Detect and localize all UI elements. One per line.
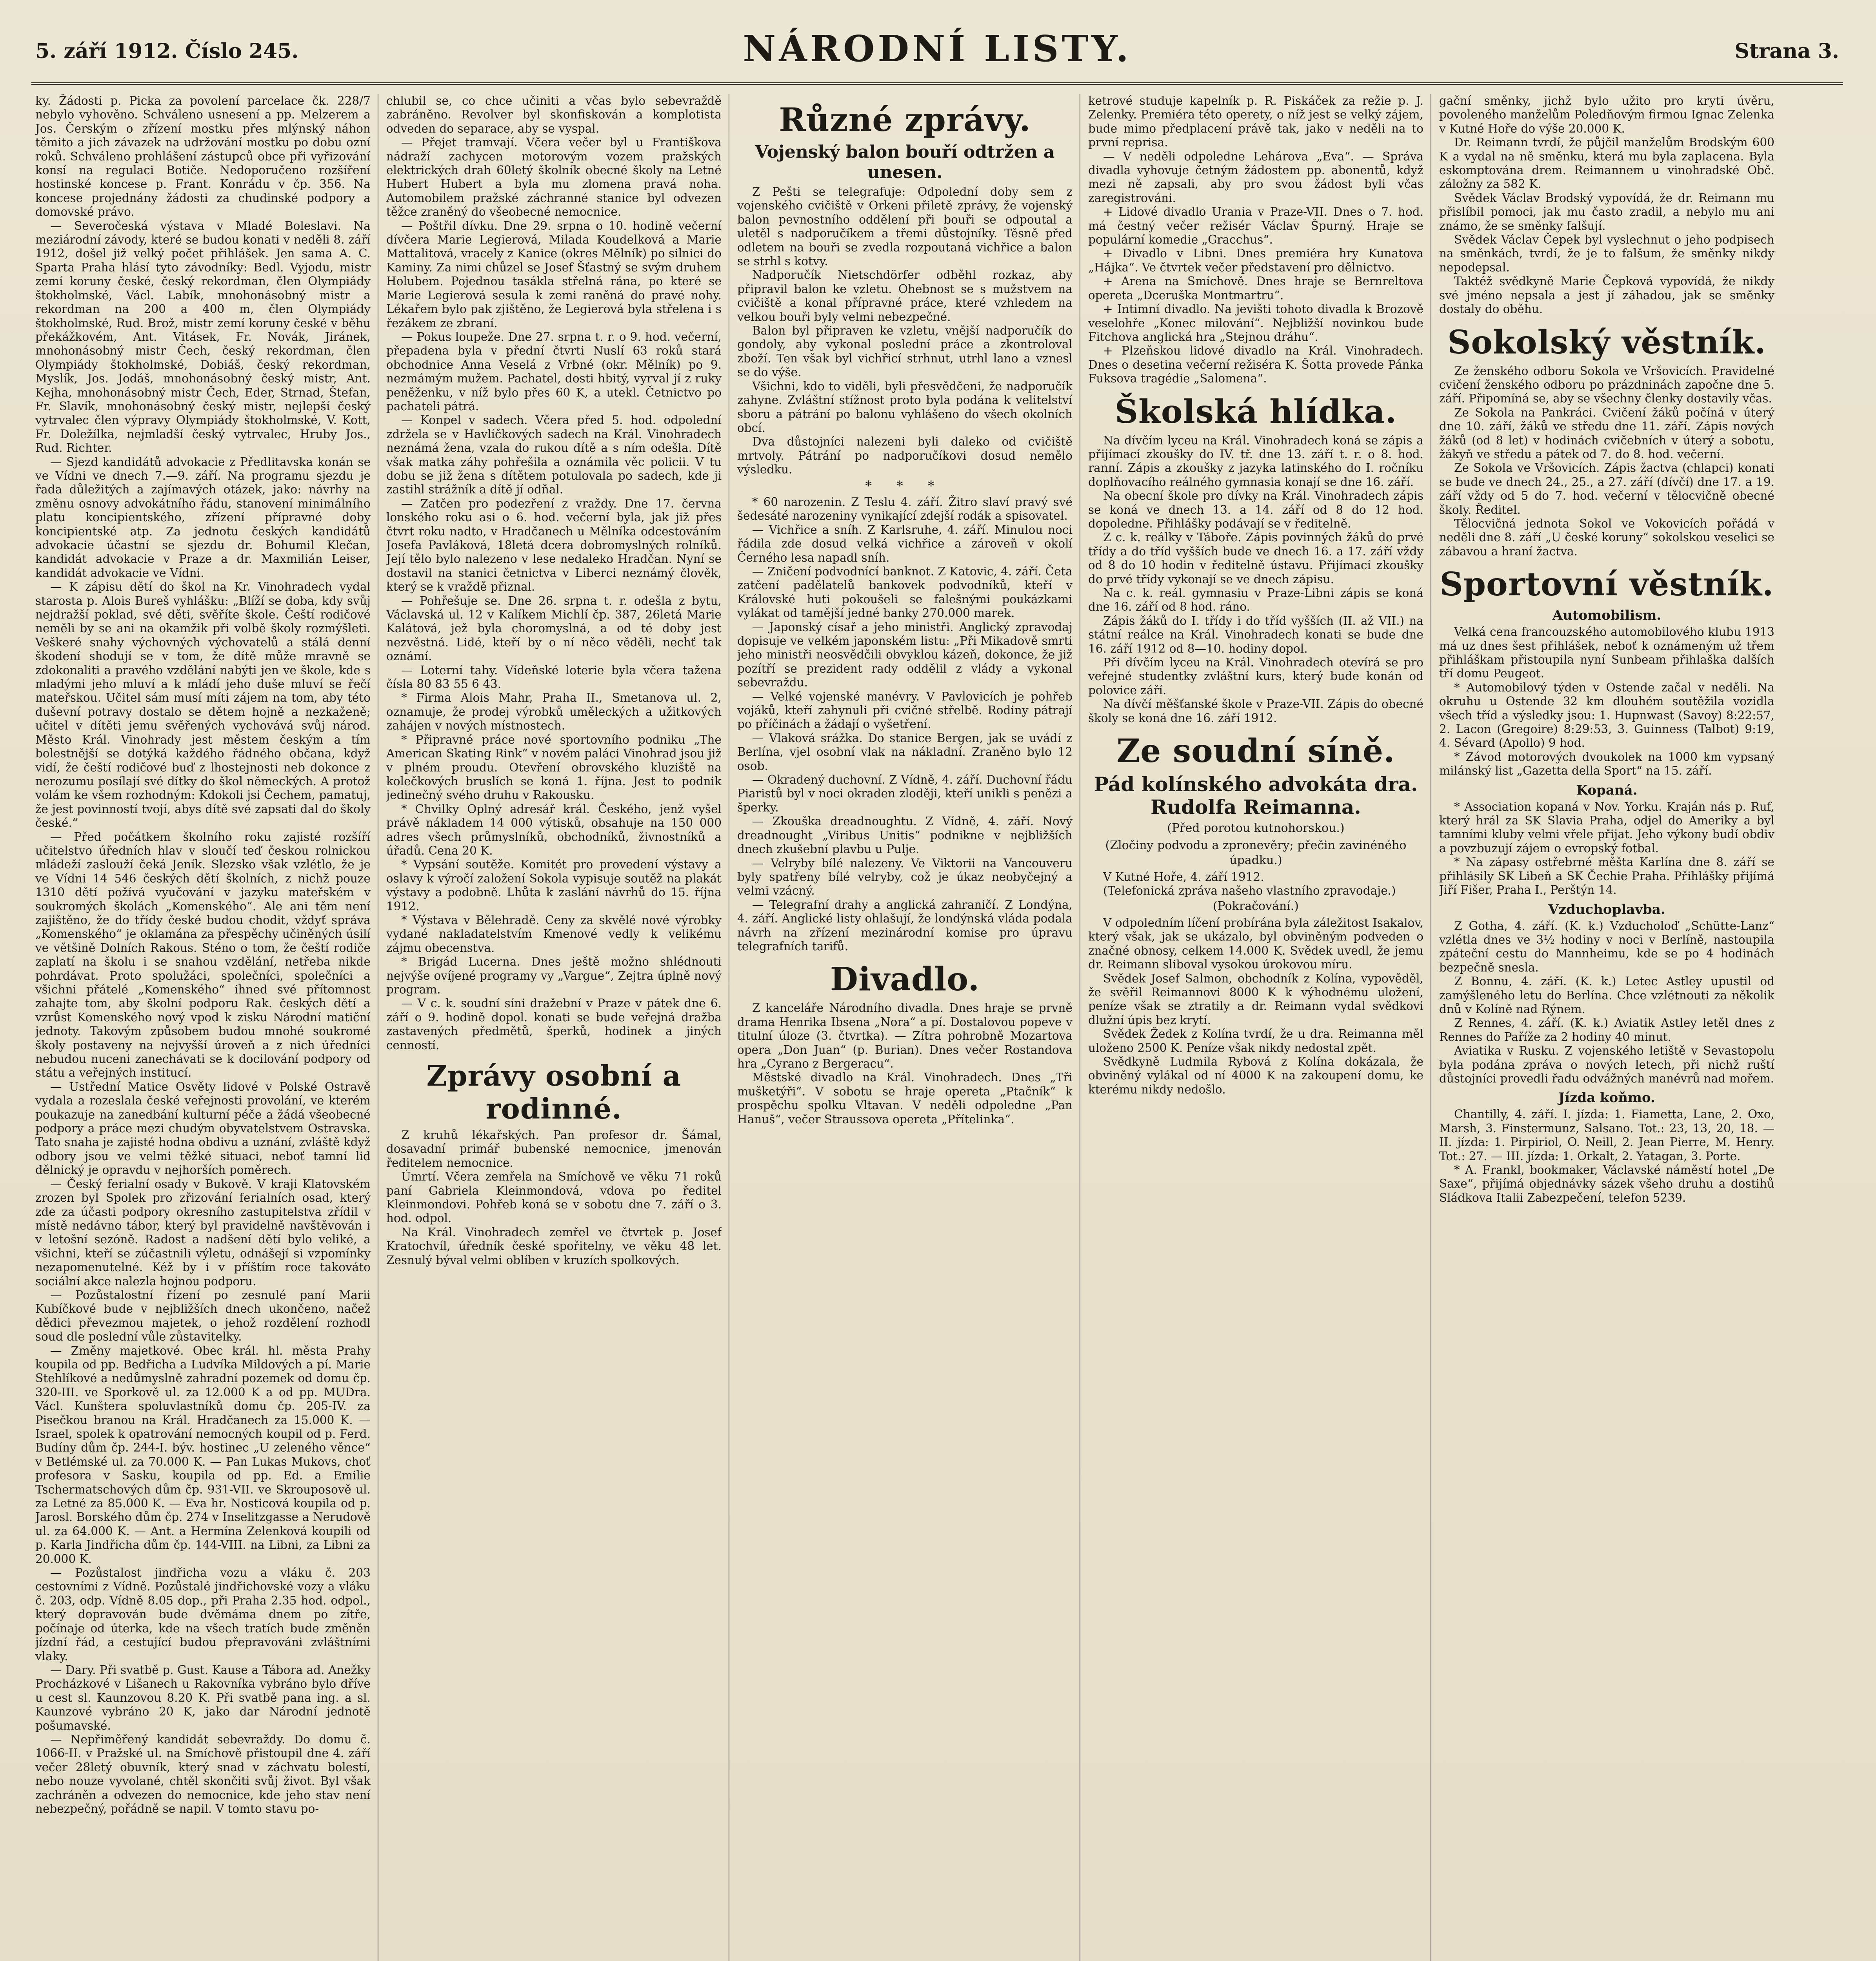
- notice-competition: * Vypsání soutěže. Komitét pro provedení výstavy a oslavy k výročí založení Sokola vypisuje soutěž na plakát výstavy a podobně. Lhůta k zaslání návrhů do 15. října 1912.: [386, 858, 722, 913]
- article-sports-exhibition: — Severočeská výstava v Mladé Boleslavi. Na meziárodní závody, které se budou konati v neděli 8. září 1912, došel již velký počet přihlášek. Jen sama A. C. Sparta Praha hlásí tyto závodníky: Bedl. Vyjodu, mistr zemí koruny české, český rekordman, člen Olympiády štokholmské, Václ. Labík, mnohonásobný mistr a rekordman na 200 a 400 m, člen Olympiády štokholmské, Rud. Brož, mistr zemí koruny české v běhu překážkovém, Ant. Vitásek, Fr. Novák, Jiránek, mnohonásobný mistr Čech, český rekordman, člen Olympiády štokholmské, Dobiáš, český rekordman, Myslík, Jos. Jodáš, mnohonásobný český mistr, Ant. Kejha, mnohonásobný mistr Čech, Eder, Strnad, Štefan, Fr. Slavík, mnohonásobný český mistr, nejlepší český vytrvalec člen výpravy Olympiády štokholmské, V. Kott, Fr. Doležílka, nejmladší český vytrvalec, Hruby Jos., Rud. Richter.: [35, 219, 371, 455]
- dateline: V Kutné Hoře, 4. září 1912.: [1103, 870, 1264, 884]
- subhead-jury: (Před porotou kutnohorskou.): [1167, 821, 1345, 835]
- headline-balloon: Vojenský balon bouří odtržen a unesen.: [755, 142, 1055, 182]
- school-liben: Na c. k. reál. gymnasiu v Praze-Libni zápis se koná dne 16. září od 8 hod. ráno.: [1088, 586, 1423, 614]
- theatre-liben: + Divadlo v Libni. Dnes premiéra hry Kunatova „Hájka“. Ve čtvrtek večer představení pro dělnictvo.: [1088, 247, 1423, 274]
- article-maneuvers: — Velké vojenské manévry. V Pavlovicích je pohřeb vojáků, kteří zahynuli při cvičné střelbě. Rodiny pátrají po příčinách a žádají o vyšetření.: [737, 689, 1073, 731]
- subhead-automobilism: Automobilism.: [1552, 608, 1661, 624]
- court-4: Svědkyně Ludmila Rybová z Kolína dokázala, že obviněný vylákal od ní 4000 K na zakoupení domu, ke kterému nikdy nedošlo.: [1088, 1055, 1423, 1096]
- article-robbed-priest: — Okradený duchovní. Z Vídně, 4. září. Duchovní řádu Piaristů byl v noci okraden zloději, kteří unikli s penězi a šperky.: [737, 773, 1073, 814]
- court-1: V odpoledním líčení probírána byla záležitost Isakalov, který však, jak se ukázalo, byl obviněným podveden o značné obnosy, celkem 14.000 K. Svědek uvedl, že jemu dr. Reimann sliboval vysokou úrokovou míru.: [1088, 916, 1423, 971]
- notice-mahr: * Firma Alois Mahr, Praha II., Smetanova ul. 2, oznamuje, že prodej výrobků uměleckých a užitkových zahájen v nových místnostech.: [386, 691, 722, 733]
- article-text: ketrové studuje kapelník p. R. Piskáček za režie p. J. Zelenky. Premiéra této operety, o níž jest se velký zájem, bude mimo předplacení právě tak, jako v neděli na to první reprisa.: [1088, 94, 1423, 149]
- school-realka: Zápis žáků do I. třídy i do tříd vyšších (II. až VII.) na státní reálce na Král. Vinohradech konati se bude dne 16. září 1912 od 8—10. hodiny dopol.: [1088, 614, 1423, 655]
- article-park: — Konpel v sadech. Včera před 5. hod. odpolední zdržela se v Havlíčkových sadech na Král. Vinohradech neznámá žena, vzala do rukou dítě a s ním odešla. Dítě však matka záhy pohřešila a oznámila věc policii. V tu dobu se již žena s dítětem potulovala po sadech, kde ji zastihl strážník a dítě jí odňal.: [386, 413, 722, 497]
- article-lottery: — Loterní tahy. Vídeňské loterie byla včera tažena čísla 80 83 55 6 43.: [386, 663, 722, 691]
- masthead: [31, 16, 1843, 85]
- article-lawyers-congress: — Sjezd kandidátů advokacie z Předlitavska konán se ve Vídni ve dnech 7.—9. září. Na programu sjezdu je řada důležitých a zajímavých otázek, jako: návrhy na změnu osnovy advokátního řádu, stanovení minimálního platu koncipientského, zřízení přípravné doby koncipientské atp. Za jednotu českých kandidátů advokacie účastní se sjezdu dr. Bohumil Klečan, kandidát advokacie v Praze a dr. Maxmilián Leiser, kandidát advokacie ve Vídni.: [35, 455, 371, 580]
- article-balloon-5: Dva důstojníci nalezeni byli daleko od cvičiště mrtvoly. Pátrání po nadporučíkovi dosud nemělo výsledku.: [737, 435, 1073, 477]
- school-tabor: Z c. k. reálky v Táboře. Zápis povinných žáků do prvé třídy a do tříd vyšších bude ve dnech 16. a 17. září vždy od 8 do 10 hodin v ředitelně ústavu. Přijímací zkoušky do prvé třídy vykonají se ve dnech zápisu.: [1088, 531, 1423, 586]
- section-title-personal-news: Zprávy osobní a rodinné.: [426, 1059, 682, 1126]
- article-text: chlubil se, co chce učiniti a včas bylo sebevraždě zabráněno. Revolver byl skonfiskován a komplotista odveden do separace, aby se vyspal.: [386, 94, 722, 135]
- sokol-vrsovice: Ze Sokola ve Vršovicích. Zápis žactva (chlapci) konati se bude ve dnech 24., 25., a 27. září (dívčí) dne 17. a 19. září vždy od 5 do 7. hod. večerní v tělocvičně obecné školy. Ředitel.: [1439, 461, 1774, 517]
- column-3: [737, 94, 1073, 1961]
- issue-date: 5. září 1912. Číslo 245.: [35, 39, 299, 63]
- theatre-municipal: Městské divadlo na Král. Vinohradech. Dnes „Tři mušketýři“. V sobotu se hraje opereta „Ptačník“ k prospěchu spolku Vltavan. V neděli odpoledne „Pan Hanuš“, večer Straussova opereta „Přítelinka“.: [737, 1071, 1073, 1126]
- personal-doctors: Z kruhů lékařských. Pan profesor dr. Šámal, dosavadní primář bubenské nemocnice, jmenován ředitelem nemocnice.: [386, 1128, 722, 1170]
- column-5: [1439, 94, 1774, 1961]
- column-1: [35, 94, 371, 1961]
- section-title-sokol: Sokolský věstník.: [1447, 323, 1766, 361]
- section-title-various-news: Různé zprávy.: [779, 101, 1031, 139]
- separator-stars: * * *: [865, 478, 945, 494]
- section-title-sport: Sportovní věstník.: [1440, 566, 1774, 604]
- theatre-national: Z kanceláře Národního divadla. Dnes hraje se prvně drama Henrika Ibsena „Nora“ a pí. Dostalovou popeve v titulní úloze (3. čtvrtka). — Zítra pohrobně Mozartova opera „Don Juan“ (p. Burian). Dnes večer Rostandova hra „Cyrano z Bergeracu“.: [737, 1001, 1073, 1070]
- article-text: gační směnky, jichž bylo užito pro kryti úvěru, povoleného manželům Poledňovým firmou Ignac Zelenka v Kutné Hoře do výše 20.000 K.: [1439, 94, 1774, 135]
- article-tram: — Přejet tramvají. Včera večer byl u Františkova nádraží zachycen motorovým vozem pražských elektrických drah 60letý školník obecné školy na Letné Hubert Hubert a byla mu zlomena pravá noha. Automobilem pražské záchranné stanice byl odvezen těžce zraněný do všeobecné nemocnice.: [386, 136, 722, 219]
- court-telephone: (Telefonická zpráva našeho vlastního zpravodaje.): [1103, 884, 1396, 898]
- article-holiday-camps: — Český ferialní osady v Bukově. V kraji Klatovském zrozen byl Spolek pro zřizování ferialních osad, který zde za účasti podpory okresního zastupitelstva zřídil v místě nedávno tábor, který byl pravidelně navštěvován i v letošní sezóně. Radost a nadšení dětí bylo veliké, a všichni, kteří se zúčastnili výletu, odnášejí si vzpomínky nezapomenutelné. Kéž by i v příštím roce takováto sociální akce nalezla hojnou podporu.: [35, 1177, 371, 1288]
- sport-ostende: * Automobilový týden v Ostende začal v neděli. Na okruhu u Ostende 32 km dlouhém soutěžila vozidla všech tříd a výsledky jsou: 1. Hupnwast (Savoy) 8:22:57, 2. Lacon (Gregoire) 8:29:53, 3. Guinness (Talbot) 9:19, 4. Sévard (Apollo) 9 hod.: [1439, 680, 1774, 750]
- court-5: Dr. Reimann tvrdí, že půjčil manželům Brodským 600 K a vydal na ně směnku, která mu byla zaplacena. Byla eskomptována drem. Reimannem u vinohradské Obč. záložny za 582 K.: [1439, 136, 1774, 191]
- school-girls: Na obecní škole pro dívky na Král. Vinohradech zápis se koná ve dnech 13. a 14. září od 8 do 12 hod. dopoledne. Přihlášky podávají se v ředitelně.: [1088, 489, 1423, 530]
- column-4: [1088, 94, 1423, 1961]
- court-6: Svědek Václav Brodský vypovídá, že dr. Reimann mu přislíbil pomoci, jak mu často zradil, a nebylo mu ani známo, že se směnky falšují.: [1439, 191, 1774, 233]
- theatre-plzen: + Plzeňskou lidové divadlo na Král. Vinohradech. Dnes o desetina večerní režiséra K. Šotta provede Pánka Fuksova tragédie „Salomena“.: [1088, 344, 1423, 386]
- article-telegraph: — Telegrafní drahy a anglická zahraničí. Z Londýna, 4. září. Anglické listy ohlašují, že londýnská vláda podala návrh na zřízení mezinárodní komise pro úpravu telegrafních tarifů.: [737, 898, 1073, 953]
- theatre-urania: + Lidové divadlo Urania v Praze-VII. Dnes o 7. hod. má čestný večer režisér Václav Špurný. Hraje se populární komedie „Gracchus“.: [1088, 205, 1423, 247]
- subhead-football: Kopaná.: [1576, 782, 1638, 798]
- subhead-horse-racing: Jízda koňmo.: [1558, 1090, 1655, 1106]
- article-school-enrollment: — K zápisu dětí do škol na Kr. Vinohradech vydal starosta p. Alois Bureš vyhlášku: „Blíží se doba, kdy svůj nejdražší poklad, své děti, svěříte škole. Čeští rodičové neměli by se ani na okamžik při volbě školy rozmýšleti. Veškeré snahy výchovných výchovatelů a stálá denní škodení shodují se v tom, že dítě může mravně se zdokonaliti a pravého vzdělání nabýti jen ve škole, kde s mladými jeho mluví a k mládí jeho duše mluví se řečí mateřskou. Učitel sám musí míti zájem na tom, aby této duševní potravy dostalo se dětem hojně a nezkaženě; učitel v dítěti jemu svěřených vychovává svůj národ. Město Král. Vinohrady jest městem českým a tím bolestnější se dotýká každého řádného občana, když vidí, že čeští rodičové buď z lhostejnosti neb dokonce z nerozumu posílají své dítky do škol německých. A protož volám ke všem rozhodným: Kdokoli jsi Čechem, pamatuj, že jest povinností tvojí, abys dítě své zapsati dal do školy české.“: [35, 580, 371, 830]
- sport-russia: Aviatika v Rusku. Z vojenského letiště v Sevastopolu byla podána zpráva o nových letech, při nichž ruští důstojníci provedli řadu odvážných manévrů nad mořem.: [1439, 1044, 1774, 1085]
- section-title-court: Ze soudní síně.: [1116, 732, 1395, 770]
- article-train: — Pozůstalost jindřicha vozu a vláku č. 203 cestovními z Vídně. Pozůstalé jindřichovské vozy a vláku č. 203, odp. Vídně 8.05 dop., při Praha 2.35 hod. odpol., který dopravován bude dvěmáma dnem po zítře, počínaje od úterka, kde na všech tratích bude změněn jízdní řád, a cestující budou přepravováni zvláštními vlaky.: [35, 1566, 371, 1663]
- sport-karlin: * Na zápasy ostřebrné měšta Karlína dne 8. září se přihlásily SK Libeň a SK Čechie Praha. Přihlášky přijímá Jiří Fišer, Praha I., Perštýn 14.: [1439, 855, 1774, 897]
- article-vienna-schools: — Před počátkem školního roku zajisté rozšíří učitelstvo úředních hlav v sloučí teď českou rolnickou mládeží zaslouží čeká Jeník. Slezsko však vzlétlo, že je ve Vídni 14 546 českých dětí školních, z nichž pouze 1310 dětí požívá vyučování v jazyku mateřském v soukromých školách „Komenského“. Ale ani těm není zajištěno, že do třídy české budou chodit, vždyť správa „Komenského“ je oklamána za přespěchy učiněných úsilí ve většině Dolních Rakous. Sténo o tom, že čeští rodiče zaplatí na školu i se snahou vzdělání, netřeba nikde pohrdávat. Proto spolužáci, společníci, společníci a všichni přátelé „Komenského“ ihned své přítomnost zahajte tom, aby školní podporu Rak. českých dětí a vzrůst Komenského nový vpod k zisku Národní matiční jednoty. Takovým způsobem budou mnohé soukromé školy postaveny na nejvyšší úroveň a z nich úředníci nebudou nuceni zanechávati se k docilování podpory od státu a veřejných institucí.: [35, 830, 371, 1080]
- theatre-intimate: + Intimní divadlo. Na jevišti tohoto divadla k Brozově veselohře „Konec milování“. Nejbližší novinkou bude Fitchova anglická hra „Stejnou dráhu“.: [1088, 302, 1423, 344]
- newspaper-title: NÁRODNÍ LISTY.: [743, 27, 1132, 70]
- column-2: [386, 94, 722, 1961]
- article-japan: — Japonský císař a jeho ministři. Anglický zpravodaj dopisuje ve velkém japonském listu: „Při Mikadově smrti jeho ministři neosvědčili obvyklou kázeň, dokonce, že již pozítří se prezident rady oddělil z vlády a vykonal sebevraždu.: [737, 620, 1073, 689]
- notice-directory: * Chvilky Oplný adresář král. Českého, jenž vyšel právě nákladem 14 000 výtisků, obsahuje na 150 000 adres všech průmyslníků, obchodníků, živnostníků a úřadů. Cena 20 K.: [386, 802, 722, 857]
- personal-death: Úmrtí. Včera zemřela na Smíchově ve věku 71 roků paní Gabriela Kleinmondová, vdova po ředitel Kleinmondovi. Pohřeb koná se v sobotu dne 7. září o 3. hod. odpol.: [386, 1170, 722, 1225]
- article-matice-osvety: — Ustřední Matice Osvěty lidové v Polské Ostravě vydala a rozeslala české veřejnosti provolání, ve kterém poukazuje na zanedbání kulturní péče a žádá všeobecné podpory a práce mezi chudým obyvatelstvem Ostravska. Tato snaha je zajisté hodna obdivu a uznání, zvláště když odbory jsou ve velmi těžké situaci, neboť tamní lid dělnický je opravdu v nejhorších poměrech.: [35, 1080, 371, 1177]
- section-title-school: Školská hlídka.: [1114, 393, 1397, 431]
- notice-skating-rink: * Připravné práce nové sportovního podniku „The American Skating Rink“ v novém paláci Vinohrad jsou již v plném proudu. Otevření obrovského kluziště na kolečkových bruslích se koná 1. října. Jest to podnik jedinečný svého druhu v Rakousku.: [386, 733, 722, 802]
- subhead-charges: (Zločiny podvodu a zpronevěry; přečin zavinéného úpadku.): [1105, 839, 1407, 868]
- sport-grand-prix: Velká cena francouzského automobilového klubu 1913 má uz dnes šest přihlášek, neboť k oznámeným už třem přihláškam přistoupila nyní Sunbeam přihlaška dalších tří domu Peugeot.: [1439, 625, 1774, 680]
- article-shooting: — Poštřil dívku. Dne 29. srpna o 10. hodině večerní dívčera Marie Legierová, Milada Koudelková a Marie Mattalitová, vracely z Kanice (okres Mělník) po silnici do Kaminy. Za nimi chůzel se Josef Šťastný se svým druhem Holubem. Pojednou tasákla střelná rána, po které se Marie Legierová sesula k zemi raněná do pravé nohy. Lékařem bylo pak zjištěno, že Legierová byla střelena i s řezákem ze zbraní.: [386, 219, 722, 330]
- court-2: Svědek Josef Salmon, obchodník z Kolína, vypověděl, že svěřil Reimannovi 8000 K k výhodnému uložení, peníze však se ztratily a dr. Reimann vydal svědkovi dlužní úpis bez krytí.: [1088, 971, 1423, 1027]
- article-train-crash: — Vlaková srážka. Do stanice Bergen, jak se uvádí z Berlína, vjel osobní vlak na nákladní. Zraněno bylo 12 osob.: [737, 731, 1073, 773]
- article-balloon-2: Nadporučík Nietschdörfer odběhl rozkaz, aby připravil balon ke vzletu. Ohebnost se s mužstvem na cvičiště a konal přípravné práce, které vzhledem na velkou bouři byly velmi nebezpečné.: [737, 268, 1073, 324]
- court-7: Svědek Václav Čepek byl vyslechnut o jeho podpisech na směnkách, tvrdí, že je to falšum, že směnky nikdy nepodepsal.: [1439, 233, 1774, 274]
- sokol-vokovice: Tělocvičná jednota Sokol ve Vokovicích pořádá v neděli dne 8. září „U české koruny“ sokolskou veselici se zábavou a hraní žactva.: [1439, 517, 1774, 558]
- article-missing: — Pohřešuje se. Dne 26. srpna t. r. odešla z bytu, Václavská ul. 12 v Kalíkem Michlí čp. 387, 26letá Marie Kalátová, jež byla choromyslná, a od té doby jest nezvěstná. Lidé, kteří by o ní něco věděli, nechť tak oznámí.: [386, 594, 722, 663]
- sport-gotha: Z Gotha, 4. září. (K. k.) Vzducholoď „Schütte-Lanz“ vzlétla dnes ve 3½ hodiny v noci v Berlíně, nastoupila zpáteční cestu do Mannheimu, kde se po 4 hodinách bezpečně snesla.: [1439, 919, 1774, 974]
- article-balloon-1: Z Pešti se telegrafuje: Odpolední doby sem z vojenského cvičiště v Orkeni přiletě zprávy, že vojenský balon pevnostního oddělení při bouři se odpoutal a uletěl s nadporučíkem a třemi důstojníky. Těsně před odletem na bouři se zvedla rozpoutaná vichřice a balon se strhl s kotvy.: [737, 185, 1073, 268]
- sport-new-york: * Association kopaná v Nov. Yorku. Kraján nás p. Ruf, který hrál za SK Slavia Praha, odjel do Ameriky a byl tamními kluby velmi vřele přijat. Jeho výkony budí obdiv a povzbuzují zájem o evropský fotbal.: [1439, 800, 1774, 855]
- theatre-eva: — V neděli odpoledne Lehárova „Eva“. — Správa divadla vyhovuje četným žádostem pp. abonentů, když mezi ně zapsali, aby pro svou žádost byli včas zaregistrováni.: [1088, 149, 1423, 205]
- section-title-theatre: Divadlo.: [830, 960, 980, 999]
- article-birthday: * 60 narozenin. Z Teslu 4. září. Žitro slaví pravý své šedesáté narozeniny vynikající zdejší rodák a spisovatel.: [737, 495, 1073, 523]
- sport-bonn: Z Bonnu, 4. září. (K. k.) Letec Astley upustil od zamýšleného letu do Berlína. Chce vzlétnouti za několik dnů v Kolíně nad Rýnem.: [1439, 975, 1774, 1016]
- personal-death-2: Na Král. Vinohradech zemřel ve čtvrtek p. Josef Kratochvíl, úředník české spořitelny, ve věku 48 let. Zesnulý býval velmi oblíben v kruzích spolkových.: [386, 1225, 722, 1267]
- court-3: Svědek Žedek z Kolína tvrdí, že u dra. Reimanna měl uloženo 2500 K. Peníze však nikdy nedostal zpět.: [1088, 1027, 1423, 1055]
- article-text: ky. Žádosti p. Picka za povolení parcelace čk. 228/7 nebylo vyhověno. Schváleno usnesení a pp. Melzerem a Jos. Čerským o zřízení mostku přes mlýnský náhon těmito a jich závazek na udržování mostku po dobu ozní roků. Schváleno prohlášení zástupců obce při vyřizování konsí na regulaci Botiče. Nedoporučeno rozšíření hostinské koncese p. Frant. Konrádu v čp. 356. Na koncese projednány žádosti za chudinské podpory a domovské právo.: [35, 94, 371, 219]
- article-whales: — Velryby bílé nalezeny. Ve Viktorii na Vancouveru byly spatřeny bílé velryby, což je úkaz neobyčejný a velmi vzácný.: [737, 856, 1073, 898]
- article-counterfeiters: — Zničení podvodnící banknot. Z Katovic, 4. září. Četa zatčení padělatelů bankovek podvodníků, kteří v Královské huti pokoušeli se falešnými poukázkami vylákat od tamější jedné banky 270.000 marek.: [737, 564, 1073, 620]
- article-murder-suspect: — Zatčen pro podezření z vraždy. Dne 17. června lonského roku asi o 6. hod. večerní byla, jak již přes čtvrt roku nadto, v Hradčanech u Mělníka odcestováním Josefa Pavláková, 18letá dcera dobromyslných rolníků. Její tělo bylo nalezeno v lese nedaleko Hradčan. Nyní se dostavil na stanici četnictva v Liberci neznámý člověk, který se k vraždě přiznal.: [386, 497, 722, 594]
- article-robbery: — Pokus loupeže. Dne 27. srpna t. r. o 9. hod. večerní, přepadena byla v přední čtvrti Nuslí 63 roků stará obchodnice Anna Veselá z Vrbné (okr. Mělník) po 9. nezmámým mužem. Pachatel, dosti hbitý, vyrval jí z ruky peněženku, v níž bylo přes 60 K, a utekl. Četnictvo po pachateli pátrá.: [386, 330, 722, 413]
- advert-frankl: * A. Frankl, bookmaker, Václavské náměstí hotel „De Saxe“, přijímá objednávky sázek všeho druhu a dostihů Sládkova Italii Zabezpečení, telefon 5239.: [1439, 1163, 1774, 1204]
- article-property-changes: — Změny majetkové. Obec král. hl. města Prahy koupila od pp. Bedřicha a Ludvíka Mildových a pí. Marie Stehlíkové a nedůmyslně zahradní pozemek od domu čp. 320-III. ve Sporkově ul. za 12.000 K a od pp. MUDra. Václ. Kunštera spoluvlastníků domu čp. 205-IV. za Pisečkou branou na Král. Hradčanech za 15.000 K. — Israel, spolek k opatrování nemocných koupil od p. Ferd. Budíny dům čp. 244-I. býv. hostinec „U zeleného věnce“ v Betlémské ul. za 70.000 K. — Pan Lukas Mukovs, choť profesora v Sasku, koupila od pp. Ed. a Emilie Tschermatschových dům čp. 931-VII. ve Skrouposově ul. za Letné za 85.000 K. — Eva hr. Nosticová koupila od p. Jarosl. Borského dům čp. 274 v Inselitzgasse a Nerudově ul. za 64.000 K. — Ant. a Hermína Zelenková koupili od p. Karla Jindřicha dům čp. 144-VIII. na Libni, za Libni za 20.000 K.: [35, 1344, 371, 1566]
- sport-motorcycle: * Závod motorových dvoukolek na 1000 km vypsaný milánský list „Gazetta della Sport“ na 15. září.: [1439, 750, 1774, 778]
- sport-chantilly: Chantilly, 4. září. I. jízda: 1. Fiametta, Lane, 2. Oxo, Marsh, 3. Finstermunz, Salsano. Tot.: 23, 13, 20, 18. — II. jízda: 1. Pirpiriol, O. Neill, 2. Jean Pierre, M. Henry. Tot.: 27. — III. jízda: 1. Orkalt, 2. Yatagan, 3. Porte.: [1439, 1108, 1774, 1163]
- school-burgher: Na dívčí měšťanské škole v Praze-VII. Zápis do obecné školy se koná dne 16. září 1912.: [1088, 697, 1423, 725]
- headline-reimann: Pád kolínského advokáta dra. Rudolfa Reimanna.: [1094, 773, 1418, 819]
- theatre-arena: + Arena na Smíchově. Dnes hraje se Bernreltova opereta „Dceruška Montmartru“.: [1088, 275, 1423, 302]
- sokol-pankrac: Ze Sokola na Pankráci. Cvičení žáků počíná v úterý dne 10. září, žáků ve středu dne 11. září. Zápis nových žáků (od 8 let) v hodinách cvičebních v úterý a sobotu, žákyň ve středu a pátek od 7. do 8. hod. večerní.: [1439, 406, 1774, 461]
- article-estate: — Pozůstalostní řízení po zesnulé paní Marii Kubíčkové bude v nejbližších dnech ukončeno, načež dědici převezmou majetek, o jehož rozdělení rozhodl soud dle poslední vůle zůstavitelky.: [35, 1288, 371, 1344]
- school-lyceum: Na dívčím lyceu na Král. Vinohradech koná se zápis a přijímací zkoušky do IV. tř. dne 13. září t. r. o 8. hod. ranní. Zápis a zkoušky z jazyka latinského do I. ročníku doplňovacího reálného gymnasia konají se dne 16. září.: [1088, 433, 1423, 489]
- court-continuation: (Pokračování.): [1213, 899, 1299, 913]
- article-suicide-candidate: — Nepřiměřený kandidát sebevraždy. Do domu č. 1066-II. v Pražské ul. na Smíchově přistoupil dne 4. září večer 28letý obuvník, který snad v záchvatu bolestí, nebo nouze vyvolané, chtěl skončiti svůj život. Byl však zachráněn a odvezen do nemocnice, kde jeho stav není nebezpečný, pořádně se napil. V tomto stavu po-: [35, 1732, 371, 1815]
- school-course: Při dívčím lyceu na Král. Vinohradech otevírá se pro veřejné studentky zvláštní kurs, který bude konán od polovice září.: [1088, 656, 1423, 697]
- page-number: Strana 3.: [1734, 39, 1839, 63]
- notice-auction: — V c. k. soudní síni dražební v Praze v pátek dne 6. září o 9. hodině dopol. konati se bude veřejná dražba zastavených předmětů, šperků, hodinek a jiných cenností.: [386, 997, 722, 1052]
- sokol-vrsovice-women: Ze ženského odboru Sokola ve Vršovicích. Pravidelné cvičení ženského odboru po prázdninách započne dne 5. září. Připomíná se, aby se všechny členky dostavily včas.: [1439, 364, 1774, 406]
- court-8: Taktéž svědkyně Marie Čepková vypovídá, že nikdy své jméno nepsala a jest jí záhadou, jak se směnky dostaly do oběhu.: [1439, 275, 1774, 316]
- sport-rennes: Z Rennes, 4. září. (K. k.) Aviatik Astley letěl dnes z Rennes do Paříže za 2 hodiny 40 minut.: [1439, 1016, 1774, 1044]
- article-dreadnought: — Zkouška dreadnoughtu. Z Vídně, 4. září. Nový dreadnought „Viribus Unitis“ podnikne v nejbližších dnech zkušební plavbu u Pulje.: [737, 815, 1073, 856]
- article-gifts: — Dary. Při svatbě p. Gust. Kause a Tábora ad. Anežky Procházkové v Lišanech u Rakovníka vybráno bylo dříve u cest sl. Kaunzovou 8.20 K. Při svatbě pana ing. a sl. Kaunzové vybráno 20 K, jako dar Národní jednotě pošumavské.: [35, 1663, 371, 1732]
- notice-exhibition: * Výstava v Bělehradě. Ceny za skvělé nové výrobky vydané nakladatelstvím Kmenové vedly k velikému zájmu obecenstva.: [386, 913, 722, 955]
- article-balloon-3: Balon byl připraven ke vzletu, vnější nadporučík do gondoly, aby vykonal poslední práce a zkontroloval zboží. Ten však byl vichřicí strhnut, utrhl lano a vznesl se do výše.: [737, 324, 1073, 379]
- notice-lucerna: * Brigád Lucerna. Dnes ještě možno shlédnouti nejvýše ovíjené programy vy „Vargue“, Zejtra úplně nový program.: [386, 955, 722, 996]
- article-storm: — Vichřice a sníh. Z Karlsruhe, 4. září. Minulou noci řádila zde dosud velká vichřice a zároveň v okolí Černého lesa napadl sníh.: [737, 523, 1073, 564]
- subhead-aviation: Vzduchoplavba.: [1548, 901, 1665, 917]
- article-balloon-4: Všichni, kdo to viděli, byli přesvědčeni, že nadporučík zahyne. Zvláštní stížnost proto byla podána k velitelství sboru a pátrání po balonu vyhlášeno do všech okolních obcí.: [737, 379, 1073, 435]
